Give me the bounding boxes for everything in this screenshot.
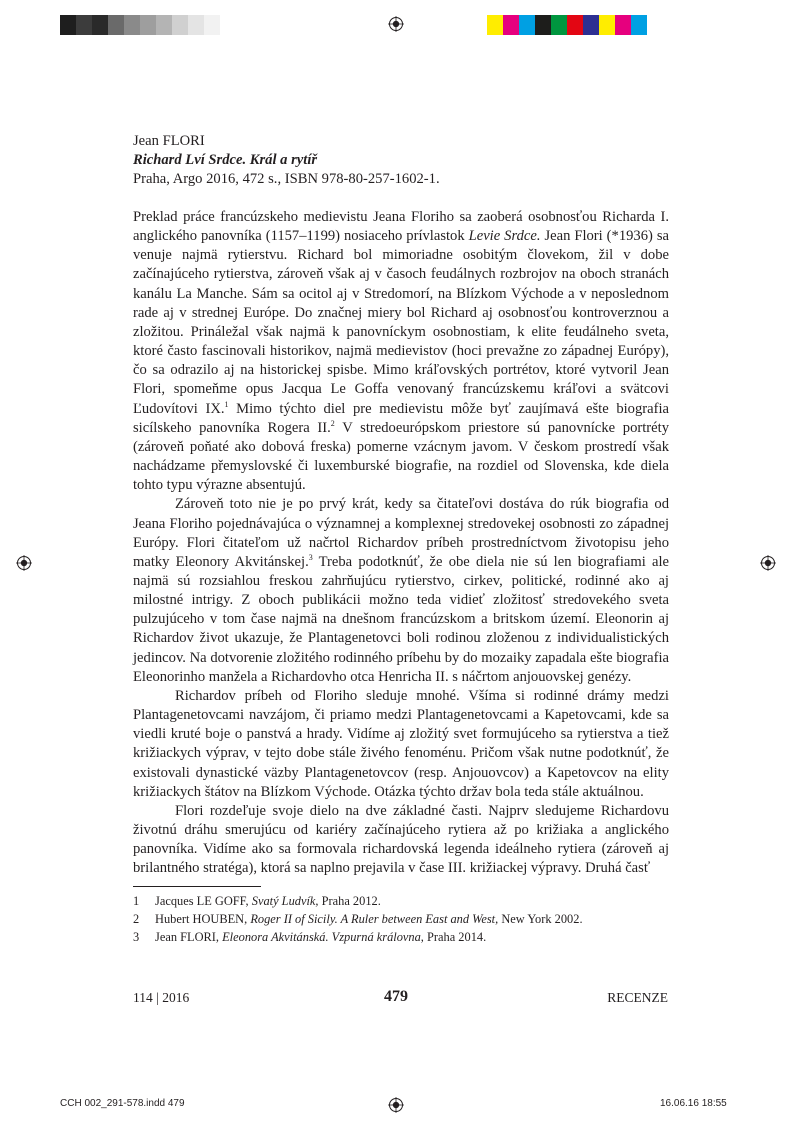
color-swatch xyxy=(76,15,92,35)
color-swatch xyxy=(615,15,631,35)
review-body xyxy=(133,208,669,878)
registration-mark-icon xyxy=(388,16,404,32)
page-number: 479 xyxy=(384,988,408,1005)
color-swatch xyxy=(503,15,519,35)
color-swatch xyxy=(140,15,156,35)
section-label: RECENZE xyxy=(607,990,668,1005)
color-swatch xyxy=(567,15,583,35)
color-swatch xyxy=(172,15,188,35)
footnote: 1 Jacques LE GOFF, Svatý Ludvík, Praha 2012. xyxy=(133,894,381,908)
process-color-bar xyxy=(487,15,679,35)
registration-mark-icon xyxy=(760,555,776,571)
color-swatch xyxy=(204,15,220,35)
color-swatch xyxy=(519,15,535,35)
grayscale-color-bar xyxy=(60,15,220,35)
registration-mark-icon xyxy=(16,555,32,571)
footnote: 3 Jean FLORI, Eleonora Akvitánská. Vzpurná královna, Praha 2014. xyxy=(133,930,487,944)
paragraph: Richardov príbeh od Floriho sleduje mnohé. Všíma si rodinné drámy medzi Plantagenetovcami navzájom, či priamo medzi Plantagenetovcami a Kapetovcami, kde sa viedli kruté boje o panstvá a hrady. Vidíme aj zložitý svet formujúceho sa rytierstva a tiež križiackych výprav, v tejto dobe stále živého fenoménu. Pričom však nutne podotknúť, že existovali dynastické väzby Plantagenetovcov (resp. Anjouovcov) a Kapetovcov na elity križiackych štátov na Blízkom Východe. Otázka týchto držav bola teda stále aktuálnou. xyxy=(133,687,669,800)
color-swatch xyxy=(599,15,615,35)
color-swatch xyxy=(487,15,503,35)
paragraph: Preklad práce francúzskeho medievistu Jeana Floriho sa zaoberá osobnosťou Richarda I. anglického panovníka (1157–1199) nosiaceho prívlastok Levie Srdce. Jean Flori (*1936) sa venuje najmä rytierstvu. Richard bol mimoriadne osobitým človekom, žil v dobe začínajúceho rytierstva, zároveň však aj v časoch feudálnych rozbrojov na oboch stranách kanálu La Manche. Sám sa ocitol aj v Stredomorí, na Blízkom Východe a v neposlednom rade aj v strednej Európe. Do značnej miery bol Richard aj osobnosťou kontroverznou a zložitou. Prináležal však najmä k panovníckym osobnostiam, k elite feudálneho sveta, ktoré často fascinovali historikov, najmä medievistov (hoci prevažne zo západnej Európy), čo sa odrazilo aj na historickej spisbe. Mimo kráľovských portrétov, ktoré vytvoril Jean Flori, spomeňme opus Jacqua Le Goffa venovaný francúzskemu kráľovi a svätcovi Ľudovítovi IX.$^1$ Mimo týchto diel pre medievistu môže byť zaujímavá ešte biografia sicílskeho panovníka Rogera II.$^2$ V stredoeurópskom priestore sú panovnícke portréty (zároveň poňaté ako dobová freska) pomerne vzácnym javom. V českom prostredí však nachádzame přemyslovské či luxemburské biografie, na rozdiel od Slovenska, kde diela tohto typu výrazne absentujú. xyxy=(133,209,669,494)
registration-mark-icon xyxy=(388,1097,404,1113)
color-swatch xyxy=(551,15,567,35)
review-citation xyxy=(133,132,440,189)
color-swatch xyxy=(60,15,76,35)
paragraph: Zároveň toto nie je po prvý krát, kedy sa čitateľovi dostáva do rúk biografia od Jeana Floriho pojednávajúca o významnej a komplexnej stredovekej osobnosti zo západnej Európy. Flori čitateľom už načrtol Richardov príbeh prostredníctvom životopisu jeho matky Eleonory Akvitánskej.$^3$ Treba podotknúť, že obe diela nie sú len biografiami ale najmä sú rozsiahlou freskou zahrňujúcu rytierstvo, cirkev, politické, rodinné ako aj milostné intrigy. Z oboch publikácii možno teda vidieť zložitosť stredovekého sveta pulzujúceho v tom čase najmä na dnešnom francúzskom a britskom území. Eleonorin aj Richardov život ukazuje, že Plantagenetovci boli rodinou zloženou z individualistických jedincov. Na dotvorenie zložitého rodinného príbehu by do mozaiky zapadala ešte biografia Eleonorinho manžela a Richardovho otca Henricha II. s náčrtom anjouovskej genézy. xyxy=(133,496,669,685)
color-swatch xyxy=(108,15,124,35)
footnote-ref: 2 xyxy=(330,418,335,428)
footnote-ref: 1 xyxy=(224,399,229,409)
footnote-ref: 3 xyxy=(308,552,313,562)
color-swatch xyxy=(535,15,551,35)
book-author: Jean FLORI xyxy=(133,133,205,149)
issue-label: 114 | 2016 xyxy=(133,990,190,1005)
color-swatch xyxy=(583,15,599,35)
color-swatch xyxy=(124,15,140,35)
color-swatch xyxy=(156,15,172,35)
color-swatch xyxy=(631,15,647,35)
color-swatch xyxy=(647,15,663,35)
book-title: Richard Lví Srdce. Král a rytíř xyxy=(133,152,318,168)
color-swatch xyxy=(92,15,108,35)
footnote: 2 Hubert HOUBEN, Roger II of Sicily. A Ruler between East and West, New York 2002. xyxy=(133,912,583,926)
color-swatch xyxy=(188,15,204,35)
color-swatch xyxy=(663,15,679,35)
file-slug: CCH 002_291-578.indd 479 xyxy=(60,1098,185,1109)
paragraph: Flori rozdeľuje svoje dielo na dve základné časti. Najprv sledujeme Richardovu životnú dráhu smerujúcu od kariéry začínajúceho rytiera až po križiaka a anglického panovníka. Vidíme ako sa formovala richardovská legenda ideálneho rytiera (zároveň aj brilantného stratéga), ktorá sa naplno prejavila v čase III. križiackej výpravy. Druhá časť xyxy=(133,802,669,877)
book-publication-info: Praha, Argo 2016, 472 s., ISBN 978-80-257-1602-1. xyxy=(133,171,440,187)
footnote-divider xyxy=(133,886,261,887)
print-datetime: 16.06.16 18:55 xyxy=(660,1098,727,1109)
